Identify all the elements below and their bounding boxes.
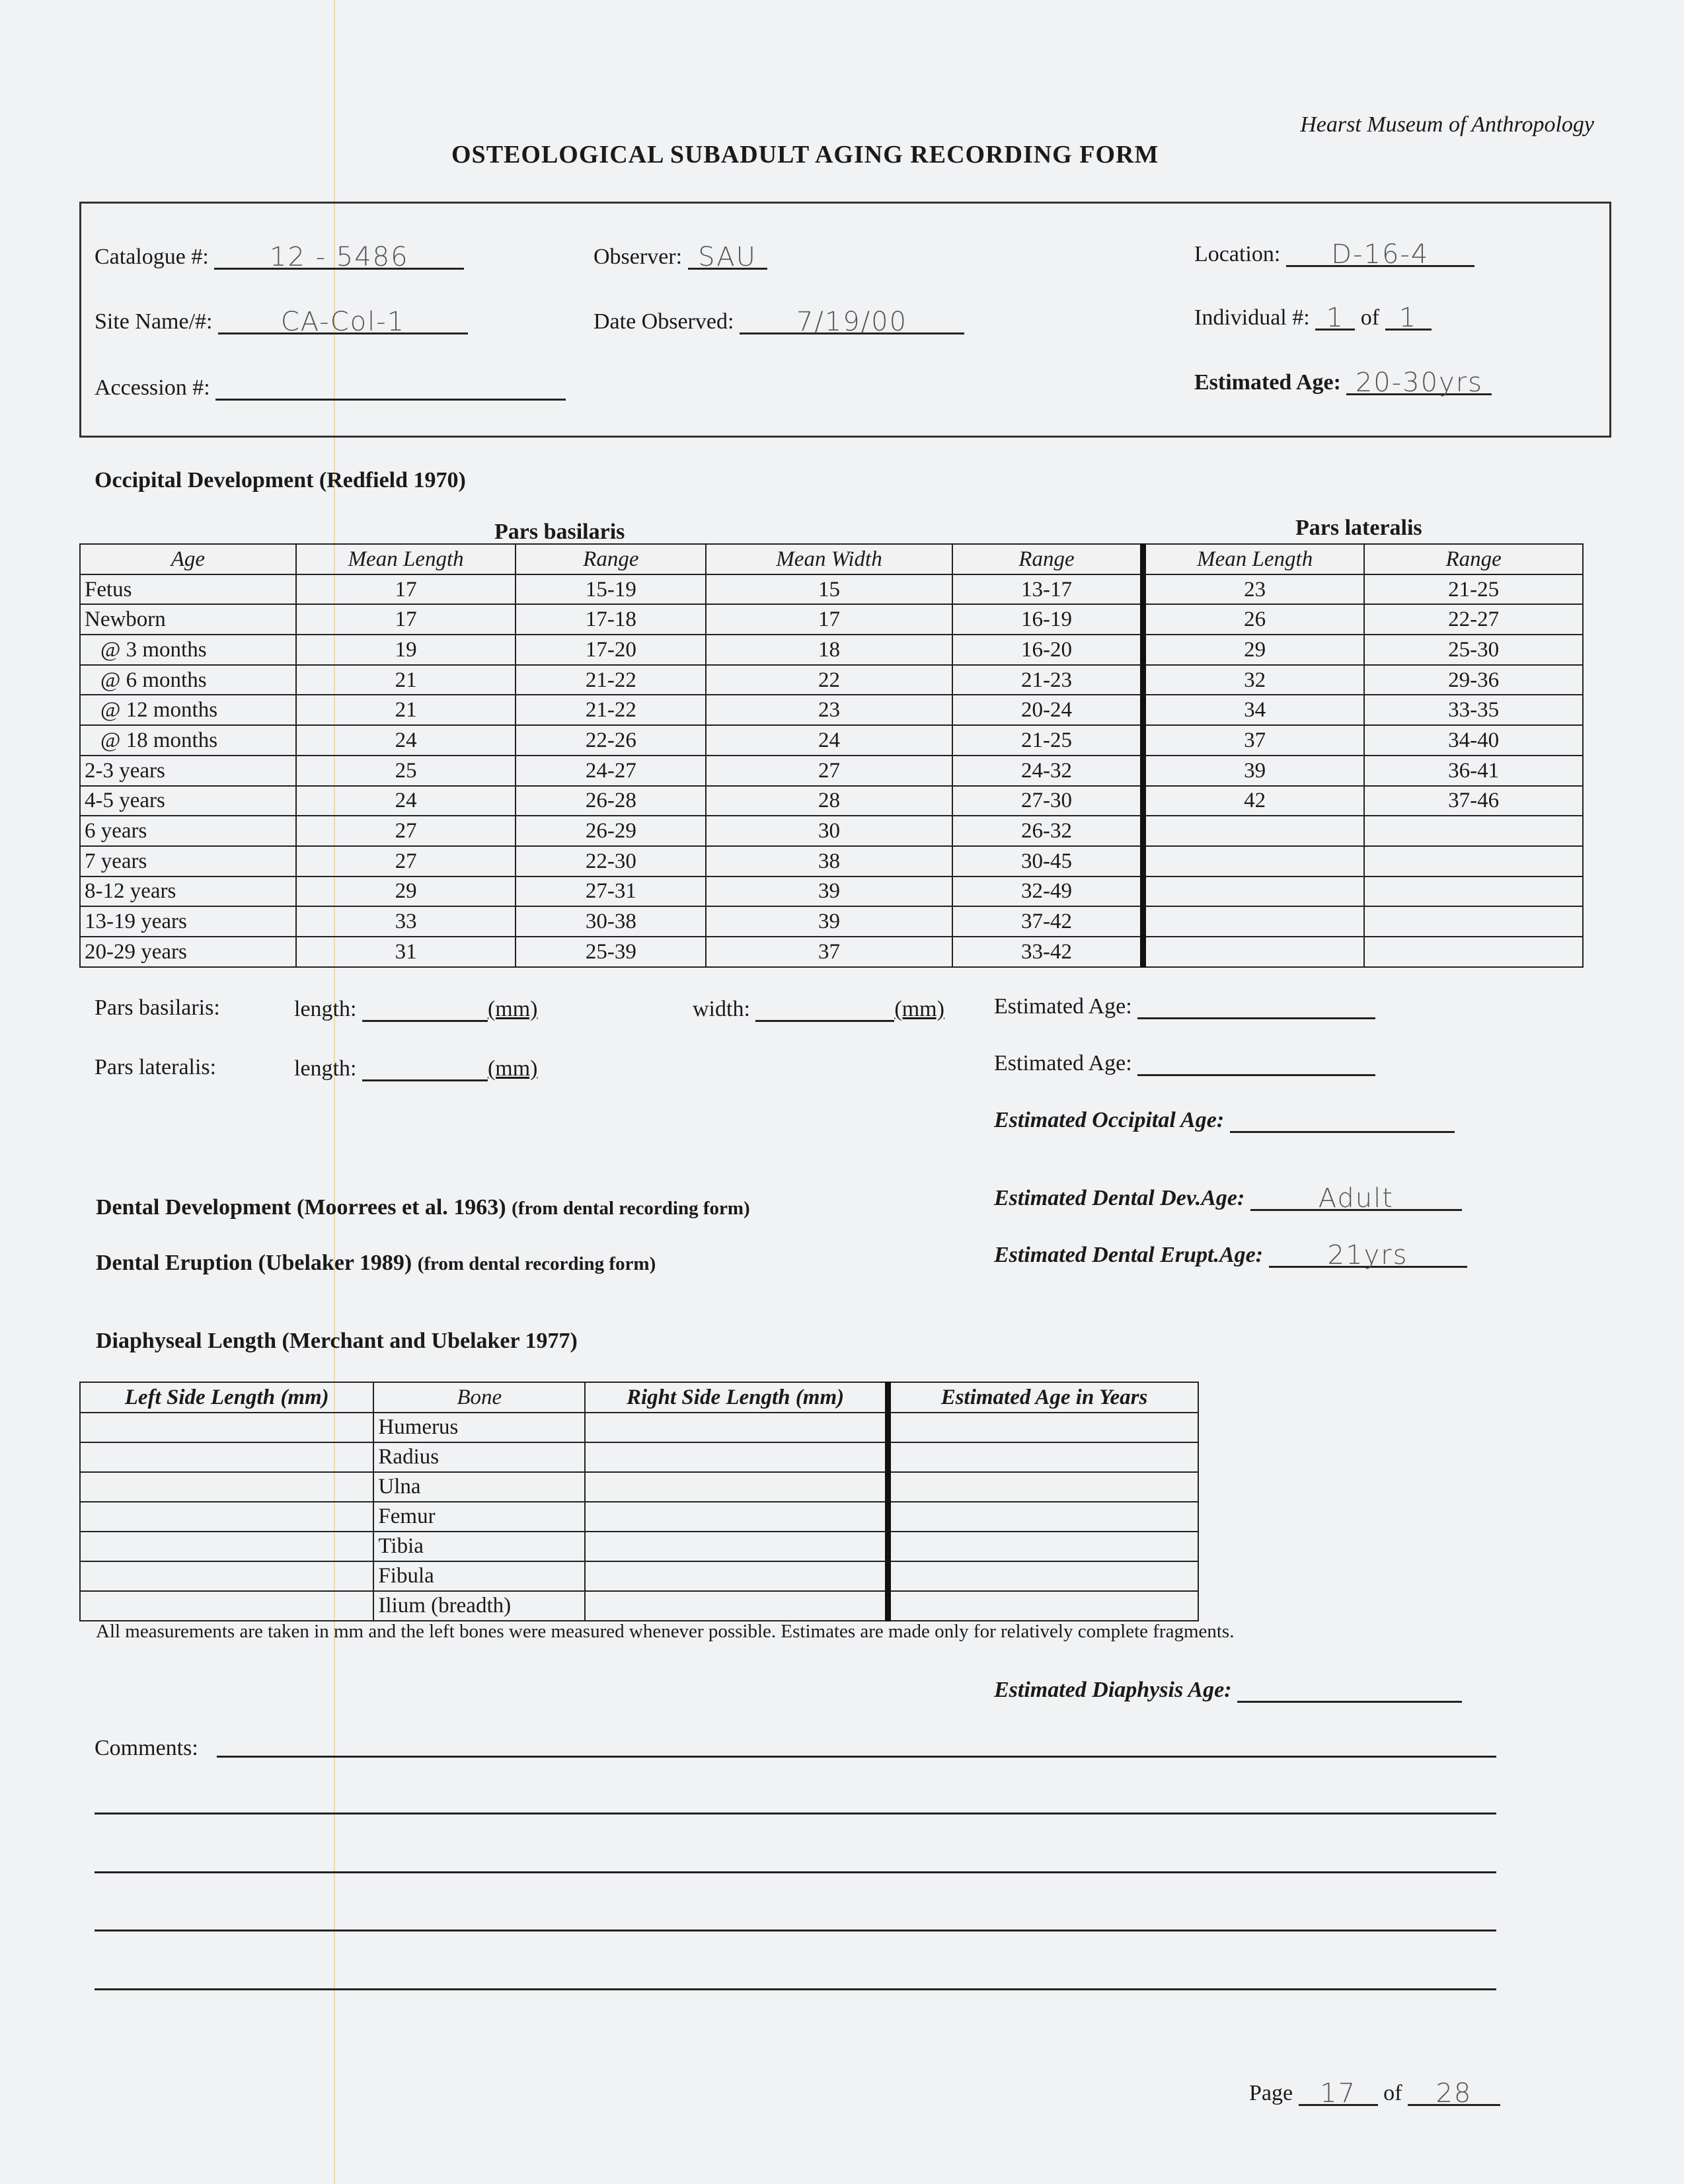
table-cell: 21-23: [952, 665, 1143, 695]
table-cell: 15-19: [516, 574, 706, 605]
table-cell: 37: [706, 937, 952, 967]
measurement-cell[interactable]: [888, 1591, 1199, 1621]
table-cell: @ 12 months: [80, 695, 296, 725]
table-cell: @ 18 months: [80, 725, 296, 756]
table-cell: 23: [706, 695, 952, 725]
basilaris-width-input[interactable]: [755, 994, 894, 1022]
measurement-cell[interactable]: [888, 1532, 1199, 1561]
table-cell: 19: [296, 635, 516, 665]
site-field: Site Name/#: CA-Col-1: [95, 307, 468, 334]
table-cell: 37: [1143, 725, 1365, 756]
table-cell: 29: [296, 877, 516, 907]
measurement-cell[interactable]: [80, 1532, 373, 1561]
table-cell: @ 3 months: [80, 635, 296, 665]
table-cell: 13-17: [952, 574, 1143, 605]
table-cell: 26: [1143, 604, 1365, 635]
column-header: Range: [516, 544, 706, 574]
table-cell: 42: [1143, 786, 1365, 816]
dental-dev-age: Estimated Dental Dev.Age: Adult: [994, 1183, 1462, 1211]
est-occipital-age-input[interactable]: [1230, 1105, 1455, 1133]
table-cell: 36-41: [1364, 756, 1583, 786]
individual-field: Individual #: 1 of 1: [1194, 303, 1432, 331]
table-row: [80, 1532, 1198, 1561]
table-cell: 27: [296, 816, 516, 846]
table-row: [80, 725, 1583, 756]
observer-input[interactable]: SAU: [688, 242, 767, 270]
lateralis-est-age: Estimated Age:: [994, 1048, 1375, 1076]
table-cell: 24: [296, 725, 516, 756]
table-row: [80, 1591, 1198, 1621]
table-cell: 21-25: [952, 725, 1143, 756]
table-cell: [1364, 877, 1583, 907]
estimated-age-field: Estimated Age: 20-30yrs: [1194, 368, 1492, 395]
bone-name: Humerus: [373, 1413, 585, 1442]
occipital-table: [79, 543, 1584, 968]
measurement-cell[interactable]: [888, 1442, 1199, 1472]
table-cell: 20-24: [952, 695, 1143, 725]
table-cell: 37-46: [1364, 786, 1583, 816]
table-cell: 22-30: [516, 846, 706, 877]
table-cell: 22-27: [1364, 604, 1583, 635]
lateralis-length-input[interactable]: [362, 1054, 488, 1081]
column-header: Mean Length: [1143, 544, 1365, 574]
diaphyseal-table: [79, 1382, 1199, 1621]
table-cell: [1364, 816, 1583, 846]
table-cell: 37-42: [952, 906, 1143, 937]
measurement-cell[interactable]: [585, 1472, 888, 1502]
table-row: [80, 906, 1583, 937]
dental-erupt-age-input[interactable]: 21yrs: [1269, 1240, 1467, 1268]
table-cell: 39: [706, 906, 952, 937]
table-cell: Fetus: [80, 574, 296, 605]
table-cell: 26-29: [516, 816, 706, 846]
table-row: [80, 816, 1583, 846]
pars-basilaris-heading: Pars basilaris: [494, 520, 625, 544]
page-number: Page 17 of 28: [1249, 2078, 1500, 2106]
measurement-cell[interactable]: [888, 1413, 1199, 1442]
table-cell: 24-27: [516, 756, 706, 786]
table-cell: [1143, 846, 1365, 877]
comments-line[interactable]: [95, 1988, 1496, 1990]
page-title: OSTEOLOGICAL SUBADULT AGING RECORDING FORM: [451, 141, 1159, 169]
table-cell: 20-29 years: [80, 937, 296, 967]
table-cell: 39: [706, 877, 952, 907]
table-cell: 30-45: [952, 846, 1143, 877]
bone-name: Ulna: [373, 1472, 585, 1502]
dental-dev-heading: Dental Development (Moorrees et al. 1963) (from dental recording form): [96, 1195, 750, 1220]
table-row: [80, 574, 1583, 605]
table-cell: 24: [296, 786, 516, 816]
accession-field: Accession #:: [95, 373, 566, 401]
table-cell: 24: [706, 725, 952, 756]
measurement-cell[interactable]: [585, 1442, 888, 1472]
measurement-cell[interactable]: [585, 1532, 888, 1561]
comments-line[interactable]: [95, 1871, 1496, 1873]
table-cell: 17: [296, 574, 516, 605]
basilaris-width: width: (mm): [693, 994, 944, 1022]
table-cell: 21: [296, 695, 516, 725]
column-header: Mean Width: [706, 544, 952, 574]
basilaris-length-input[interactable]: [362, 994, 488, 1022]
bone-name: Femur: [373, 1502, 585, 1532]
bone-name: Radius: [373, 1442, 585, 1472]
column-header: Mean Length: [296, 544, 516, 574]
table-cell: 25: [296, 756, 516, 786]
pars-lateralis-heading: Pars lateralis: [1295, 516, 1422, 540]
lateralis-row: Pars lateralis:: [95, 1055, 217, 1079]
measurement-cell[interactable]: [888, 1502, 1199, 1532]
table-cell: 34-40: [1364, 725, 1583, 756]
table-cell: 26-32: [952, 816, 1143, 846]
table-cell: 39: [1143, 756, 1365, 786]
table-cell: 16-20: [952, 635, 1143, 665]
table-cell: 26-28: [516, 786, 706, 816]
table-cell: [1364, 906, 1583, 937]
table-cell: 27: [706, 756, 952, 786]
table-cell: Newborn: [80, 604, 296, 635]
catalogue-field: Catalogue #: 12 - 5486: [95, 242, 464, 270]
location-input[interactable]: D-16-4: [1286, 239, 1474, 267]
lateralis-length: length: (mm): [294, 1054, 537, 1081]
bone-name: Fibula: [373, 1561, 585, 1591]
column-header: Range: [1364, 544, 1583, 574]
date-field: Date Observed: 7/19/00: [593, 307, 964, 334]
table-cell: 33: [296, 906, 516, 937]
est-diaphysis-age: Estimated Diaphysis Age:: [994, 1675, 1462, 1703]
measurement-cell[interactable]: [888, 1472, 1199, 1502]
table-cell: [1143, 937, 1365, 967]
measurement-cell[interactable]: [80, 1413, 373, 1442]
table-cell: 21-22: [516, 695, 706, 725]
measurement-cell[interactable]: [585, 1561, 888, 1591]
table-cell: 18: [706, 635, 952, 665]
table-cell: 28: [706, 786, 952, 816]
table-cell: 17: [296, 604, 516, 635]
measurement-cell[interactable]: [585, 1591, 888, 1621]
table-row: [80, 1561, 1198, 1591]
table-row: [80, 756, 1583, 786]
table-cell: 16-19: [952, 604, 1143, 635]
table-cell: 6 years: [80, 816, 296, 846]
date-input[interactable]: 7/19/00: [740, 307, 964, 334]
table-cell: 27: [296, 846, 516, 877]
table-cell: [1364, 937, 1583, 967]
table-cell: 30-38: [516, 906, 706, 937]
column-header: Range: [952, 544, 1143, 574]
dental-erupt-heading: Dental Eruption (Ubelaker 1989) (from dental recording form): [96, 1251, 656, 1275]
table-cell: 29-36: [1364, 665, 1583, 695]
table-row: [80, 846, 1583, 877]
measurement-cell[interactable]: [80, 1472, 373, 1502]
site-input[interactable]: CA-Col-1: [218, 307, 468, 334]
table-row: [80, 937, 1583, 967]
table-cell: 29: [1143, 635, 1365, 665]
table-cell: 17: [706, 604, 952, 635]
table-cell: 30: [706, 816, 952, 846]
individual-input[interactable]: 1: [1315, 303, 1355, 331]
observer-field: Observer: SAU: [593, 242, 767, 270]
table-cell: 21: [296, 665, 516, 695]
measurement-note: All measurements are taken in mm and the left bones were measured whenever possible. Estimates are made only for relatively complete fragments.: [96, 1621, 1235, 1642]
measurement-cell[interactable]: [80, 1502, 373, 1532]
table-cell: 33-42: [952, 937, 1143, 967]
table-cell: [1143, 906, 1365, 937]
comments-line[interactable]: [95, 1813, 1496, 1814]
dental-erupt-age: Estimated Dental Erupt.Age: 21yrs: [994, 1240, 1467, 1268]
table-cell: 32: [1143, 665, 1365, 695]
table-cell: 27-30: [952, 786, 1143, 816]
table-cell: [1364, 846, 1583, 877]
bone-name: Ilium (breadth): [373, 1591, 585, 1621]
catalogue-input[interactable]: 12 - 5486: [214, 242, 464, 270]
table-cell: 8-12 years: [80, 877, 296, 907]
bone-name: Tibia: [373, 1532, 585, 1561]
column-header: Age: [80, 544, 296, 574]
individual-total-input[interactable]: 1: [1385, 303, 1432, 331]
column-header: Bone: [373, 1382, 585, 1413]
table-row: [80, 665, 1583, 695]
table-row: [80, 635, 1583, 665]
table-row: [80, 786, 1583, 816]
page-input[interactable]: 17: [1299, 2078, 1378, 2106]
table-cell: 21-22: [516, 665, 706, 695]
page-total-input[interactable]: 28: [1408, 2078, 1500, 2106]
column-header: Right Side Length (mm): [585, 1382, 888, 1413]
table-row: [80, 1413, 1198, 1442]
table-cell: 24-32: [952, 756, 1143, 786]
table-cell: 25-39: [516, 937, 706, 967]
comments-line[interactable]: [217, 1756, 1496, 1758]
dental-dev-age-input[interactable]: Adult: [1250, 1183, 1462, 1211]
table-cell: 13-19 years: [80, 906, 296, 937]
table-cell: 38: [706, 846, 952, 877]
lateralis-est-age-input[interactable]: [1137, 1048, 1375, 1076]
table-cell: 2-3 years: [80, 756, 296, 786]
comments-label: Comments:: [95, 1736, 198, 1760]
table-cell: 17-18: [516, 604, 706, 635]
table-cell: 23: [1143, 574, 1365, 605]
estimated-age-input[interactable]: 20-30yrs: [1346, 368, 1492, 395]
est-diaphysis-age-input[interactable]: [1237, 1675, 1462, 1703]
table-cell: 33-35: [1364, 695, 1583, 725]
table-cell: 4-5 years: [80, 786, 296, 816]
table-row: [80, 1472, 1198, 1502]
measurement-cell[interactable]: [888, 1561, 1199, 1591]
table-cell: 21-25: [1364, 574, 1583, 605]
table-cell: 31: [296, 937, 516, 967]
measurement-cell[interactable]: [80, 1591, 373, 1621]
accession-input[interactable]: [215, 373, 566, 401]
table-cell: 22: [706, 665, 952, 695]
location-field: Location: D-16-4: [1194, 239, 1474, 267]
table-cell: 34: [1143, 695, 1365, 725]
table-cell: 32-49: [952, 877, 1143, 907]
table-cell: 17-20: [516, 635, 706, 665]
diaphyseal-heading: Diaphyseal Length (Merchant and Ubelaker 1977): [96, 1329, 578, 1353]
table-row: [80, 877, 1583, 907]
museum-name: Hearst Museum of Anthropology: [1300, 112, 1594, 137]
table-cell: @ 6 months: [80, 665, 296, 695]
table-cell: [1143, 816, 1365, 846]
table-row: [80, 695, 1583, 725]
table-cell: 27-31: [516, 877, 706, 907]
basilaris-row: Pars basilaris:: [95, 995, 220, 1020]
table-cell: 22-26: [516, 725, 706, 756]
measurement-cell[interactable]: [80, 1561, 373, 1591]
table-cell: 7 years: [80, 846, 296, 877]
measurement-cell[interactable]: [585, 1502, 888, 1532]
table-cell: 25-30: [1364, 635, 1583, 665]
table-row: [80, 1502, 1198, 1532]
basilaris-est-age: Estimated Age:: [994, 992, 1375, 1019]
table-cell: [1143, 877, 1365, 907]
column-header: Estimated Age in Years: [888, 1382, 1199, 1413]
est-occipital-age: Estimated Occipital Age:: [994, 1105, 1455, 1133]
table-row: [80, 604, 1583, 635]
measurement-cell[interactable]: [80, 1442, 373, 1472]
occipital-heading: Occipital Development (Redfield 1970): [95, 468, 466, 492]
measurement-cell[interactable]: [585, 1413, 888, 1442]
comments-line[interactable]: [95, 1930, 1496, 1931]
table-cell: 15: [706, 574, 952, 605]
table-row: [80, 1442, 1198, 1472]
basilaris-est-age-input[interactable]: [1137, 992, 1375, 1019]
basilaris-length: length: (mm): [294, 994, 537, 1022]
column-header: Left Side Length (mm): [80, 1382, 373, 1413]
